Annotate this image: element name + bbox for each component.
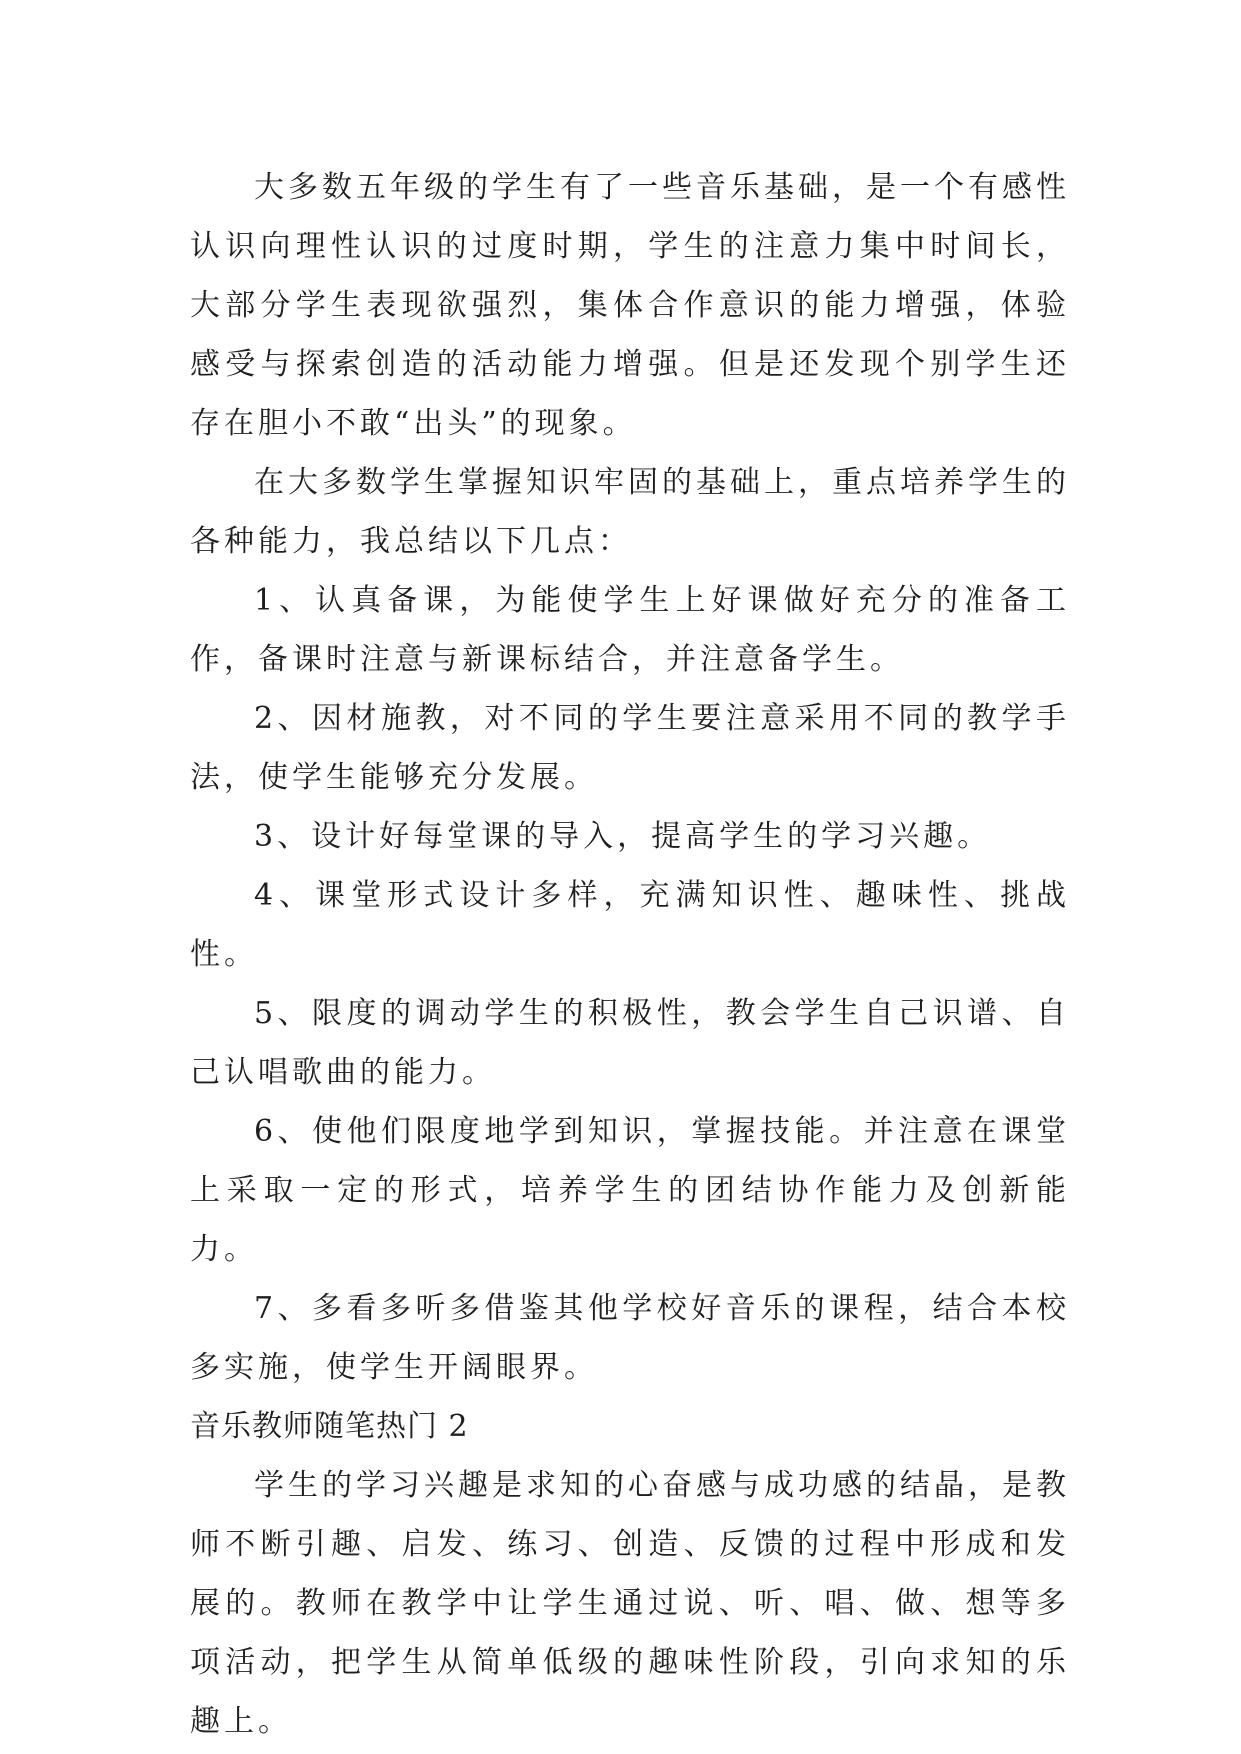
paragraph-student-overview: 大多数五年级的学生有了一些音乐基础，是一个有感性认识向理性认识的过度时期，学生的注意力集中时间长，大部分学生表现欲强烈，集体合作意识的能力增强，体验感受与探索创造的活动能力增强。但是还发现个别学生还存在胆小不敢“出头”的现象。: [190, 170, 1070, 441]
list-item-1: 1、认真备课，为能使学生上好课做好充分的准备工作，备课时注意与新课标结合，并注意备学生。: [190, 583, 1070, 677]
section-heading: 音乐教师随笔热门 2: [190, 1409, 469, 1444]
list-item-6: 6、使他们限度地学到知识，掌握技能。并注意在课堂上采取一定的形式，培养学生的团结协作能力及创新能力。: [190, 1114, 1070, 1267]
list-item-4: 4、课堂形式设计多样，充满知识性、趣味性、挑战性。: [190, 878, 1070, 972]
list-item-2: 2、因材施教，对不同的学生要注意采用不同的教学手法，使学生能够充分发展。: [190, 701, 1070, 795]
list-item-5: 5、限度的调动学生的积极性，教会学生自己识谱、自己认唱歌曲的能力。: [190, 996, 1070, 1090]
list-item-7: 7、多看多听多借鉴其他学校好音乐的课程，结合本校多实施，使学生开阔眼界。: [190, 1291, 1070, 1385]
document-body: [190, 158, 1070, 1751]
paragraph-summary-intro: 在大多数学生掌握知识牢固的基础上，重点培养学生的各种能力，我总结以下几点：: [190, 465, 1070, 559]
list-item-3: 3、设计好每堂课的导入，提高学生的学习兴趣。: [254, 819, 992, 854]
paragraph-learning-interest: 学生的学习兴趣是求知的心奋感与成功感的结晶，是教师不断引趣、启发、练习、创造、反馈的过程中形成和发展的。教师在教学中让学生通过说、听、唱、做、想等多项活动，把学生从简单低级的趣味性阶段，引向求知的乐趣上。: [190, 1468, 1070, 1739]
